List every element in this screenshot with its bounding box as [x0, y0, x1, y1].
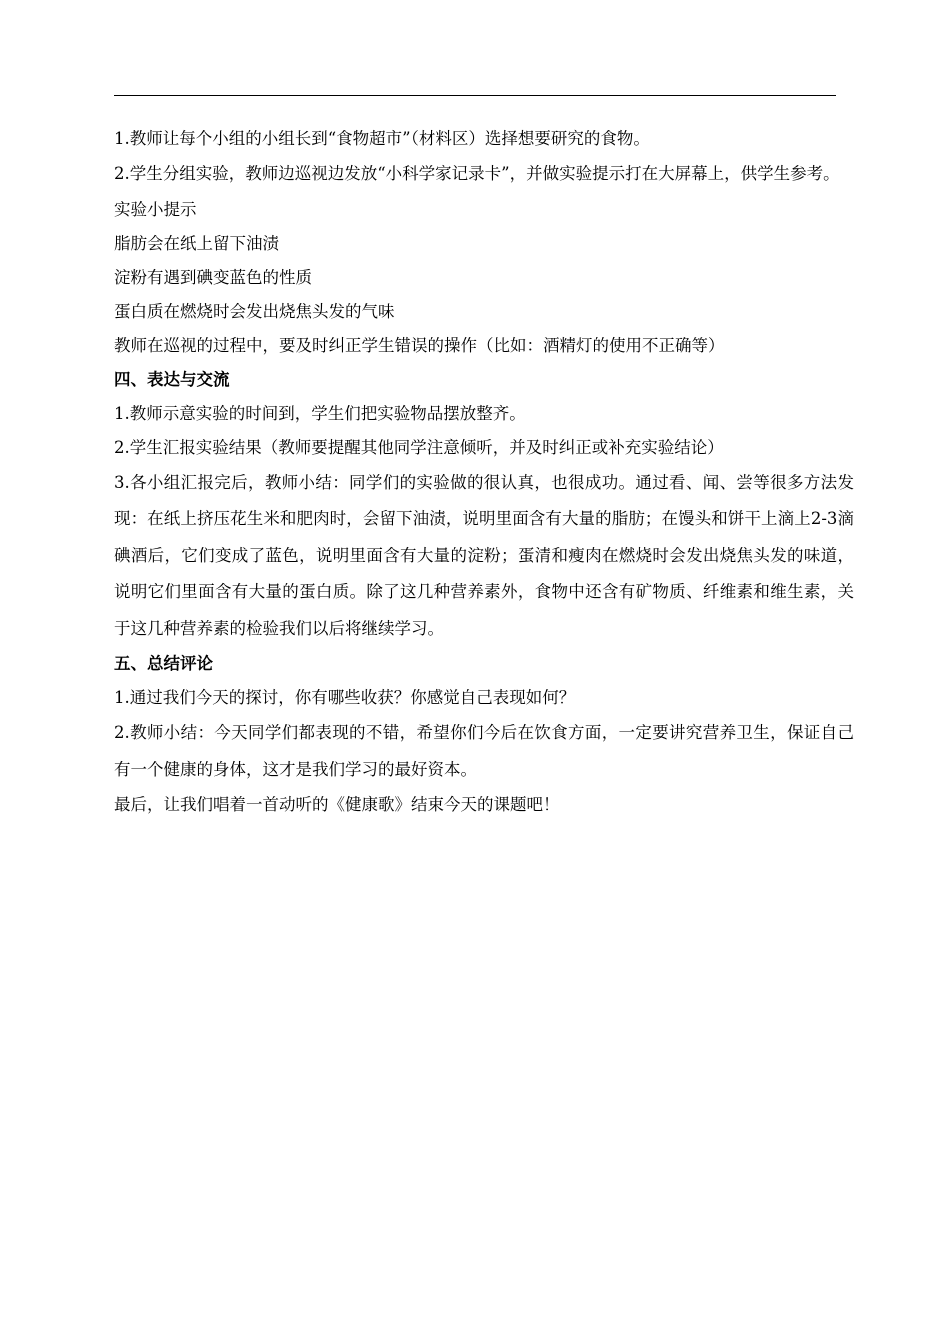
paragraph-tip-starch: 淀粉有遇到碘变蓝色的性质: [114, 267, 312, 287]
paragraph-tip-fat: 脂肪会在纸上留下油渍: [114, 233, 279, 253]
document-body: [114, 122, 854, 822]
paragraph-express-2: 2.学生汇报实验结果（教师要提醒其他同学注意倾听，并及时纠正或补充实验结论）: [114, 437, 724, 457]
paragraph-teacher-note: 教师在巡视的过程中，要及时纠正学生错误的操作（比如：酒精灯的使用不正确等）: [114, 335, 725, 355]
section-heading-5: 五、总结评论: [114, 654, 213, 673]
section-heading-4: 四、表达与交流: [114, 369, 230, 389]
paragraph-summary-1: 1.通过我们今天的探讨，你有哪些收获？你感觉自己表现如何？: [114, 688, 576, 707]
paragraph-express-1: 1.教师示意实验的时间到，学生们把实验物品摆放整齐。: [114, 403, 526, 423]
paragraph-express-3: 3.各小组汇报完后，教师小结：同学们的实验做的很认真，也很成功。通过看、闻、尝等很多方法发现：在纸上挤压花生米和肥肉时，会留下油渍，说明里面含有大量的脂肪；在馒头和饼干上滴上2-3滴碘酒后，它们变成了蓝色，说明里面含有大量的淀粉；蛋清和瘦肉在燃烧时会发出烧焦头发的味道，说明它们里面含有大量的蛋白质。除了这几种营养素外，食物中还含有矿物质、纤维素和维生素，关于这几种营养素的检验我们以后将继续学习。: [114, 472, 854, 638]
paragraph-tip-protein: 蛋白质在燃烧时会发出烧焦头发的气味: [114, 301, 395, 321]
paragraph-step-1: 1.教师让每个小组的小组长到“食物超市”（材料区）选择想要研究的食物。: [114, 129, 650, 148]
paragraph-summary-2: 2.教师小结：今天同学们都表现的不错，希望你们今后在饮食方面，一定要讲究营养卫生，保证自己有一个健康的身体，这才是我们学习的最好资本。: [114, 723, 854, 779]
paragraph-tips-title: 实验小提示: [114, 199, 197, 219]
paragraph-step-2: 2.学生分组实验，教师边巡视边发放“小科学家记录卡”，并做实验提示打在大屏幕上，供学生参考。: [114, 164, 840, 183]
paragraph-closing: 最后，让我们唱着一首动听的《健康歌》结束今天的课题吧！: [114, 795, 560, 814]
header-rule: [114, 95, 836, 96]
